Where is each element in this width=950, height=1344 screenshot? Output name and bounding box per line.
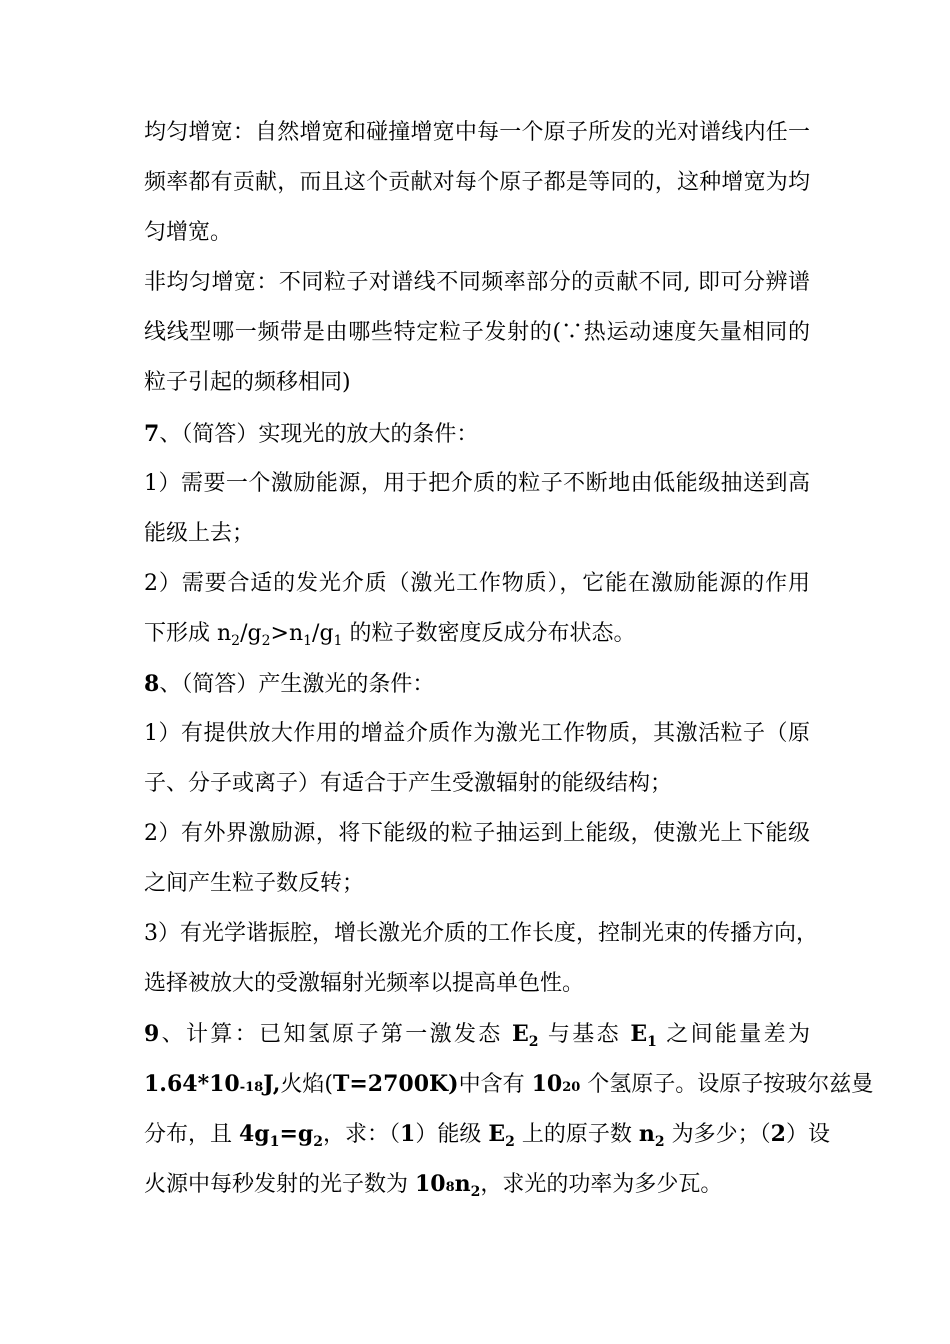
- q9-text: ）设: [785, 1122, 830, 1147]
- q9-symbol: E: [488, 1121, 506, 1147]
- question-9-line-2: [144, 1069, 874, 1103]
- q9-text: 为多少；（: [664, 1122, 771, 1147]
- q9-value: T=2700K): [332, 1071, 459, 1097]
- inhomogeneous-broadening-line-3: 粒子引起的频移相同): [144, 370, 351, 395]
- q9-value: 1.64*10: [144, 1071, 240, 1097]
- question-8-item-2-line-2: 之间产生粒子数反转；: [144, 871, 365, 896]
- q9-symbol: E: [630, 1021, 648, 1047]
- q9-text: 之间能量差为: [656, 1022, 810, 1047]
- q9-value: 4g: [239, 1121, 270, 1147]
- inhomogeneous-broadening-line-1: 非均匀增宽：不同粒子对谱线不同频率部分的贡献不同, 即可分辨谱: [144, 270, 810, 295]
- q9-text: ，求：（: [323, 1122, 401, 1147]
- q9-text: 中含有: [458, 1072, 532, 1097]
- q9-text: ）能级: [415, 1122, 489, 1147]
- question-8-item-1-line-2: 子、分子或离子）有适合于产生受激辐射的能级结构；: [144, 771, 673, 796]
- homogeneous-broadening-line-1: 均匀增宽：自然增宽和碰撞增宽中每一个原子所发的光对谱线内任一: [144, 120, 810, 145]
- q7-sub: 1: [333, 633, 343, 649]
- inhomogeneous-broadening-line-2: 线线型哪一频带是由哪些特定粒子发射的(∵热运动速度矢量相同的: [144, 320, 810, 345]
- question-9-number: 9: [144, 1021, 160, 1047]
- question-7-item-1-line-2: 能级上去；: [144, 521, 255, 546]
- q9-value: 10: [415, 1171, 446, 1197]
- q9-text: 上的原子数: [514, 1122, 639, 1147]
- q9-sub: 2: [505, 1134, 515, 1150]
- q9-sub: 2: [313, 1134, 324, 1150]
- q9-value: 2: [770, 1121, 786, 1147]
- q7-text: /g: [240, 621, 262, 646]
- question-9-line-4: [144, 1169, 810, 1203]
- question-8-item-1-line-1: 1）有提供放大作用的增益介质作为激光工作物质，其激活粒子（原: [144, 721, 810, 746]
- q7-sub: 1: [303, 633, 313, 649]
- q9-symbol: n: [454, 1171, 471, 1197]
- q9-text: 、计算：已知氢原子第一激发态: [159, 1022, 513, 1047]
- q9-sub: 1: [269, 1134, 280, 1150]
- q9-sub: 2: [654, 1134, 665, 1150]
- q9-text: 火焰(: [280, 1072, 333, 1097]
- question-7-item-2-line-2: [144, 619, 810, 649]
- question-8-item-2-line-1: 2）有外界激励源，将下能级的粒子抽运到上能级，使激光上下能级: [144, 821, 810, 846]
- question-8-item-3-line-1: 3）有光学谐振腔，增长激光介质的工作长度，控制光束的传播方向，: [144, 921, 818, 946]
- q7-text-post: 的粒子数密度反成分布状态。: [342, 621, 636, 646]
- q9-text: 与基态: [538, 1022, 631, 1047]
- question-7-number: 7: [144, 421, 160, 447]
- q9-sub: 2: [470, 1184, 481, 1200]
- q9-value: =g: [279, 1121, 314, 1147]
- q7-text: >n: [270, 621, 304, 646]
- q7-text: /g: [312, 621, 334, 646]
- q9-sub: 1: [647, 1034, 657, 1050]
- homogeneous-broadening-line-3: 匀增宽。: [144, 220, 233, 245]
- q9-value: 1: [400, 1121, 416, 1147]
- q9-value: J,: [263, 1071, 281, 1097]
- q9-exponent: 20: [562, 1080, 581, 1095]
- q9-text: 分布，且: [144, 1122, 239, 1147]
- q9-exponent: 8: [445, 1180, 455, 1195]
- q9-text: ，求光的功率为多少瓦。: [480, 1172, 723, 1197]
- question-7-item-1-line-1: 1）需要一个激励能源，用于把介质的粒子不断地由低能级抽送到高: [144, 471, 810, 496]
- q7-text-pre: 下形成 n: [144, 621, 232, 646]
- q9-exponent: -18: [239, 1080, 264, 1095]
- question-8-number: 8: [144, 671, 160, 697]
- q9-text: 个氢原子。设原子按玻尔兹曼: [580, 1072, 874, 1097]
- q9-symbol: E: [512, 1021, 529, 1047]
- q9-value: 10: [531, 1071, 563, 1097]
- question-9-line-3: [144, 1119, 830, 1150]
- question-7-item-2-line-1: 2）需要合适的发光介质（激光工作物质），它能在激励能源的作用: [144, 571, 810, 596]
- q7-sub: 2: [231, 633, 241, 649]
- homogeneous-broadening-line-2: 频率都有贡献，而且这个贡献对每个原子都是等同的，这种增宽为均: [144, 170, 810, 195]
- question-8-heading: [144, 669, 810, 700]
- question-7-title: 、（简答）实现光的放大的条件：: [159, 422, 479, 447]
- q9-symbol: n: [638, 1121, 655, 1147]
- question-7-heading: [144, 419, 810, 450]
- question-9-line-1: [144, 1019, 810, 1050]
- q7-sub: 2: [261, 633, 271, 649]
- q9-text: 火源中每秒发射的光子数为: [144, 1172, 415, 1197]
- question-8-item-3-line-2: 选择被放大的受激辐射光频率以提高单色性。: [144, 971, 585, 996]
- question-8-title: 、（简答）产生激光的条件：: [159, 672, 435, 697]
- q9-sub: 2: [528, 1034, 539, 1050]
